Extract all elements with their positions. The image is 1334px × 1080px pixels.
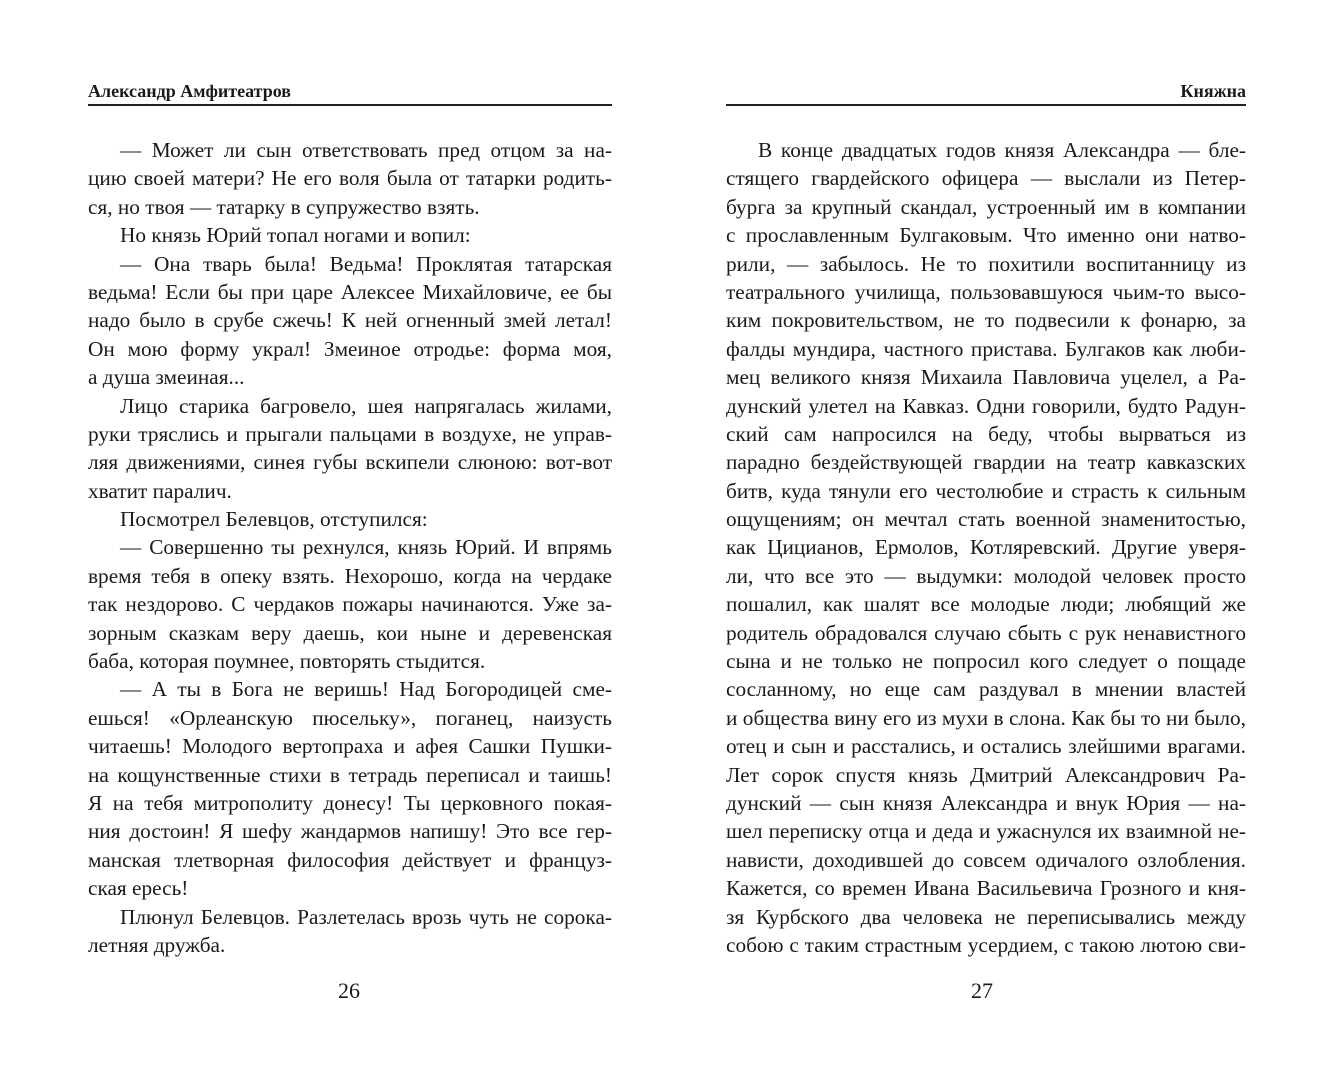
text-line: собою с таким страстным усердием, с такою лютою сви- (726, 932, 1246, 957)
text-line: руки тряслись и прыгали пальцами в воздухе, не управ- (88, 421, 612, 446)
text-line: бурга за крупный скандал, устроенный им в компании (726, 194, 1246, 219)
text-line: хватит паралич. (88, 478, 232, 503)
text-line: рили, — забылось. Не то похитили воспитанницу из (726, 251, 1246, 276)
text-line: Посмотрел Белевцов, отступился: (120, 507, 428, 532)
text-line: а душа змеиная... (88, 365, 245, 390)
text-line: баба, которая поумнее, повторять стыдится. (88, 649, 486, 674)
text-line: с прославленным Булгаковым. Что именно они натво- (726, 223, 1246, 248)
text-line: Лет сорок спустя князь Дмитрий Александрович Ра- (726, 762, 1246, 787)
page-number-right: 27 (971, 978, 993, 1003)
text-line: ский сам напросился на беду, чтобы вырваться из (726, 421, 1246, 446)
text-line: мец великого князя Михаила Павловича уцелел, а Ра- (726, 365, 1246, 390)
text-line: ощущениям; он мечтал стать военной знаменитостью, (726, 507, 1246, 532)
text-line: манская тлетворная философия действует и француз- (88, 847, 612, 872)
text-line: ведьма! Если бы при царе Алексее Михайловиче, ее бы (88, 279, 612, 304)
text-line: — Может ли сын ответствовать пред отцом за на- (120, 138, 612, 162)
header-text: Княжна (1180, 81, 1246, 101)
running-header-author (88, 80, 612, 106)
text-line: ская ересь! (88, 876, 189, 901)
text-line: летняя дружба. (88, 932, 226, 957)
text-line: ния достоин! Я шефу жандармов напишу! Это все гер- (88, 819, 612, 844)
text-line: — Совершенно ты рехнулся, князь Юрий. И впрямь (120, 535, 612, 560)
text-line: зорным сказкам веру даешь, кои ныне и деревенская (88, 620, 612, 645)
text-line: Я на тебя митрополиту донесу! Ты церковного покая- (88, 790, 612, 815)
text-line: театрального училища, пользовавшуюся чьим-то высо- (726, 279, 1246, 304)
right-page-body (726, 136, 1246, 959)
text-line: пошалил, как шалят все молодые люди; любящий же (726, 592, 1246, 617)
text-line: ешься! «Орлеанскую пюсельку», поганец, наизусть (88, 705, 612, 730)
text-line: сына и не только не попросил кого следует о пощаде (726, 649, 1246, 674)
text-line: стящего гвардейского офицера — выслали из Петер- (726, 166, 1246, 191)
text-line: на кощунственные стихи в тетрадь переписал и таишь! (88, 762, 612, 787)
text-line: так нездорово. С чердаков пожары начинаются. Уже за- (88, 592, 612, 617)
text-line: Но князь Юрий топал ногами и вопил: (120, 223, 471, 248)
text-line: дунский — сын князя Александра и внук Юрия — на- (726, 790, 1246, 815)
text-line: — А ты в Бога не веришь! Над Богородицей сме- (120, 677, 612, 702)
text-line: как Цицианов, Ермолов, Котляревский. Другие уверя- (726, 535, 1246, 560)
text-line: Плюнул Белевцов. Разлетелась врозь чуть не сорока- (120, 904, 612, 929)
text-line: шел переписку отца и деда и ужаснулся их взаимной не- (726, 819, 1246, 844)
text-line: и общества вину его из мухи в слона. Как бы то ни было, (726, 705, 1246, 730)
text-line: ся, но твоя — татарку в супружество взять. (88, 194, 480, 219)
text-line: В конце двадцатых годов князя Александра — бле- (758, 138, 1246, 162)
text-line: сосланному, но еще сам раздувал в мнении властей (726, 677, 1246, 702)
header-text: Александр Амфитеатров (88, 81, 292, 101)
text-line: фалды мундира, частного пристава. Булгаков как люби- (726, 336, 1246, 361)
text-line: нависти, доходившей до совсем одичалого озлобления. (726, 847, 1246, 872)
text-line: битв, куда тянули его честолюбие и страсть к сильным (726, 478, 1246, 503)
page-number-left: 26 (338, 978, 360, 1003)
text-line: Лицо старика багровело, шея напрягалась жилами, (120, 393, 612, 418)
text-line: надо было в срубе сжечь! К ней огненный змей летал! (88, 308, 612, 333)
text-line: ли, что все это — выдумки: молодой человек просто (726, 563, 1246, 588)
text-line: цию своей матери? Не его воля была от татарки родить- (88, 166, 612, 191)
text-line: родитель обрадовался случаю сбыть с рук ненавистного (726, 620, 1246, 645)
text-line: зя Курбского два человека не переписывались между (726, 904, 1246, 929)
text-line: Кажется, со времен Ивана Васильевича Грозного и кня- (726, 876, 1246, 901)
text-line: Он мою форму украл! Змеиное отродье: форма моя, (88, 336, 612, 361)
text-line: парадно бездействующей гвардии на театр кавказских (726, 450, 1246, 475)
left-page-body (88, 136, 612, 959)
running-header-title (726, 80, 1246, 106)
text-line: отец и сын и расстались, и остались злейшими врагами. (726, 734, 1246, 759)
text-line: дунский улетел на Кавказ. Одни говорили, будто Радун- (726, 393, 1246, 418)
text-line: время тебя в опеку взять. Нехорошо, когда на чердаке (88, 563, 612, 588)
text-line: ляя движениями, синея губы вскипели слюною: вот-вот (88, 450, 612, 475)
text-line: ким покровительством, не то подвесили к фонарю, за (726, 308, 1246, 333)
text-line: читаешь! Молодого вертопраха и афея Сашки Пушки- (88, 734, 612, 759)
text-line: — Она тварь была! Ведьма! Проклятая татарская (120, 251, 612, 276)
